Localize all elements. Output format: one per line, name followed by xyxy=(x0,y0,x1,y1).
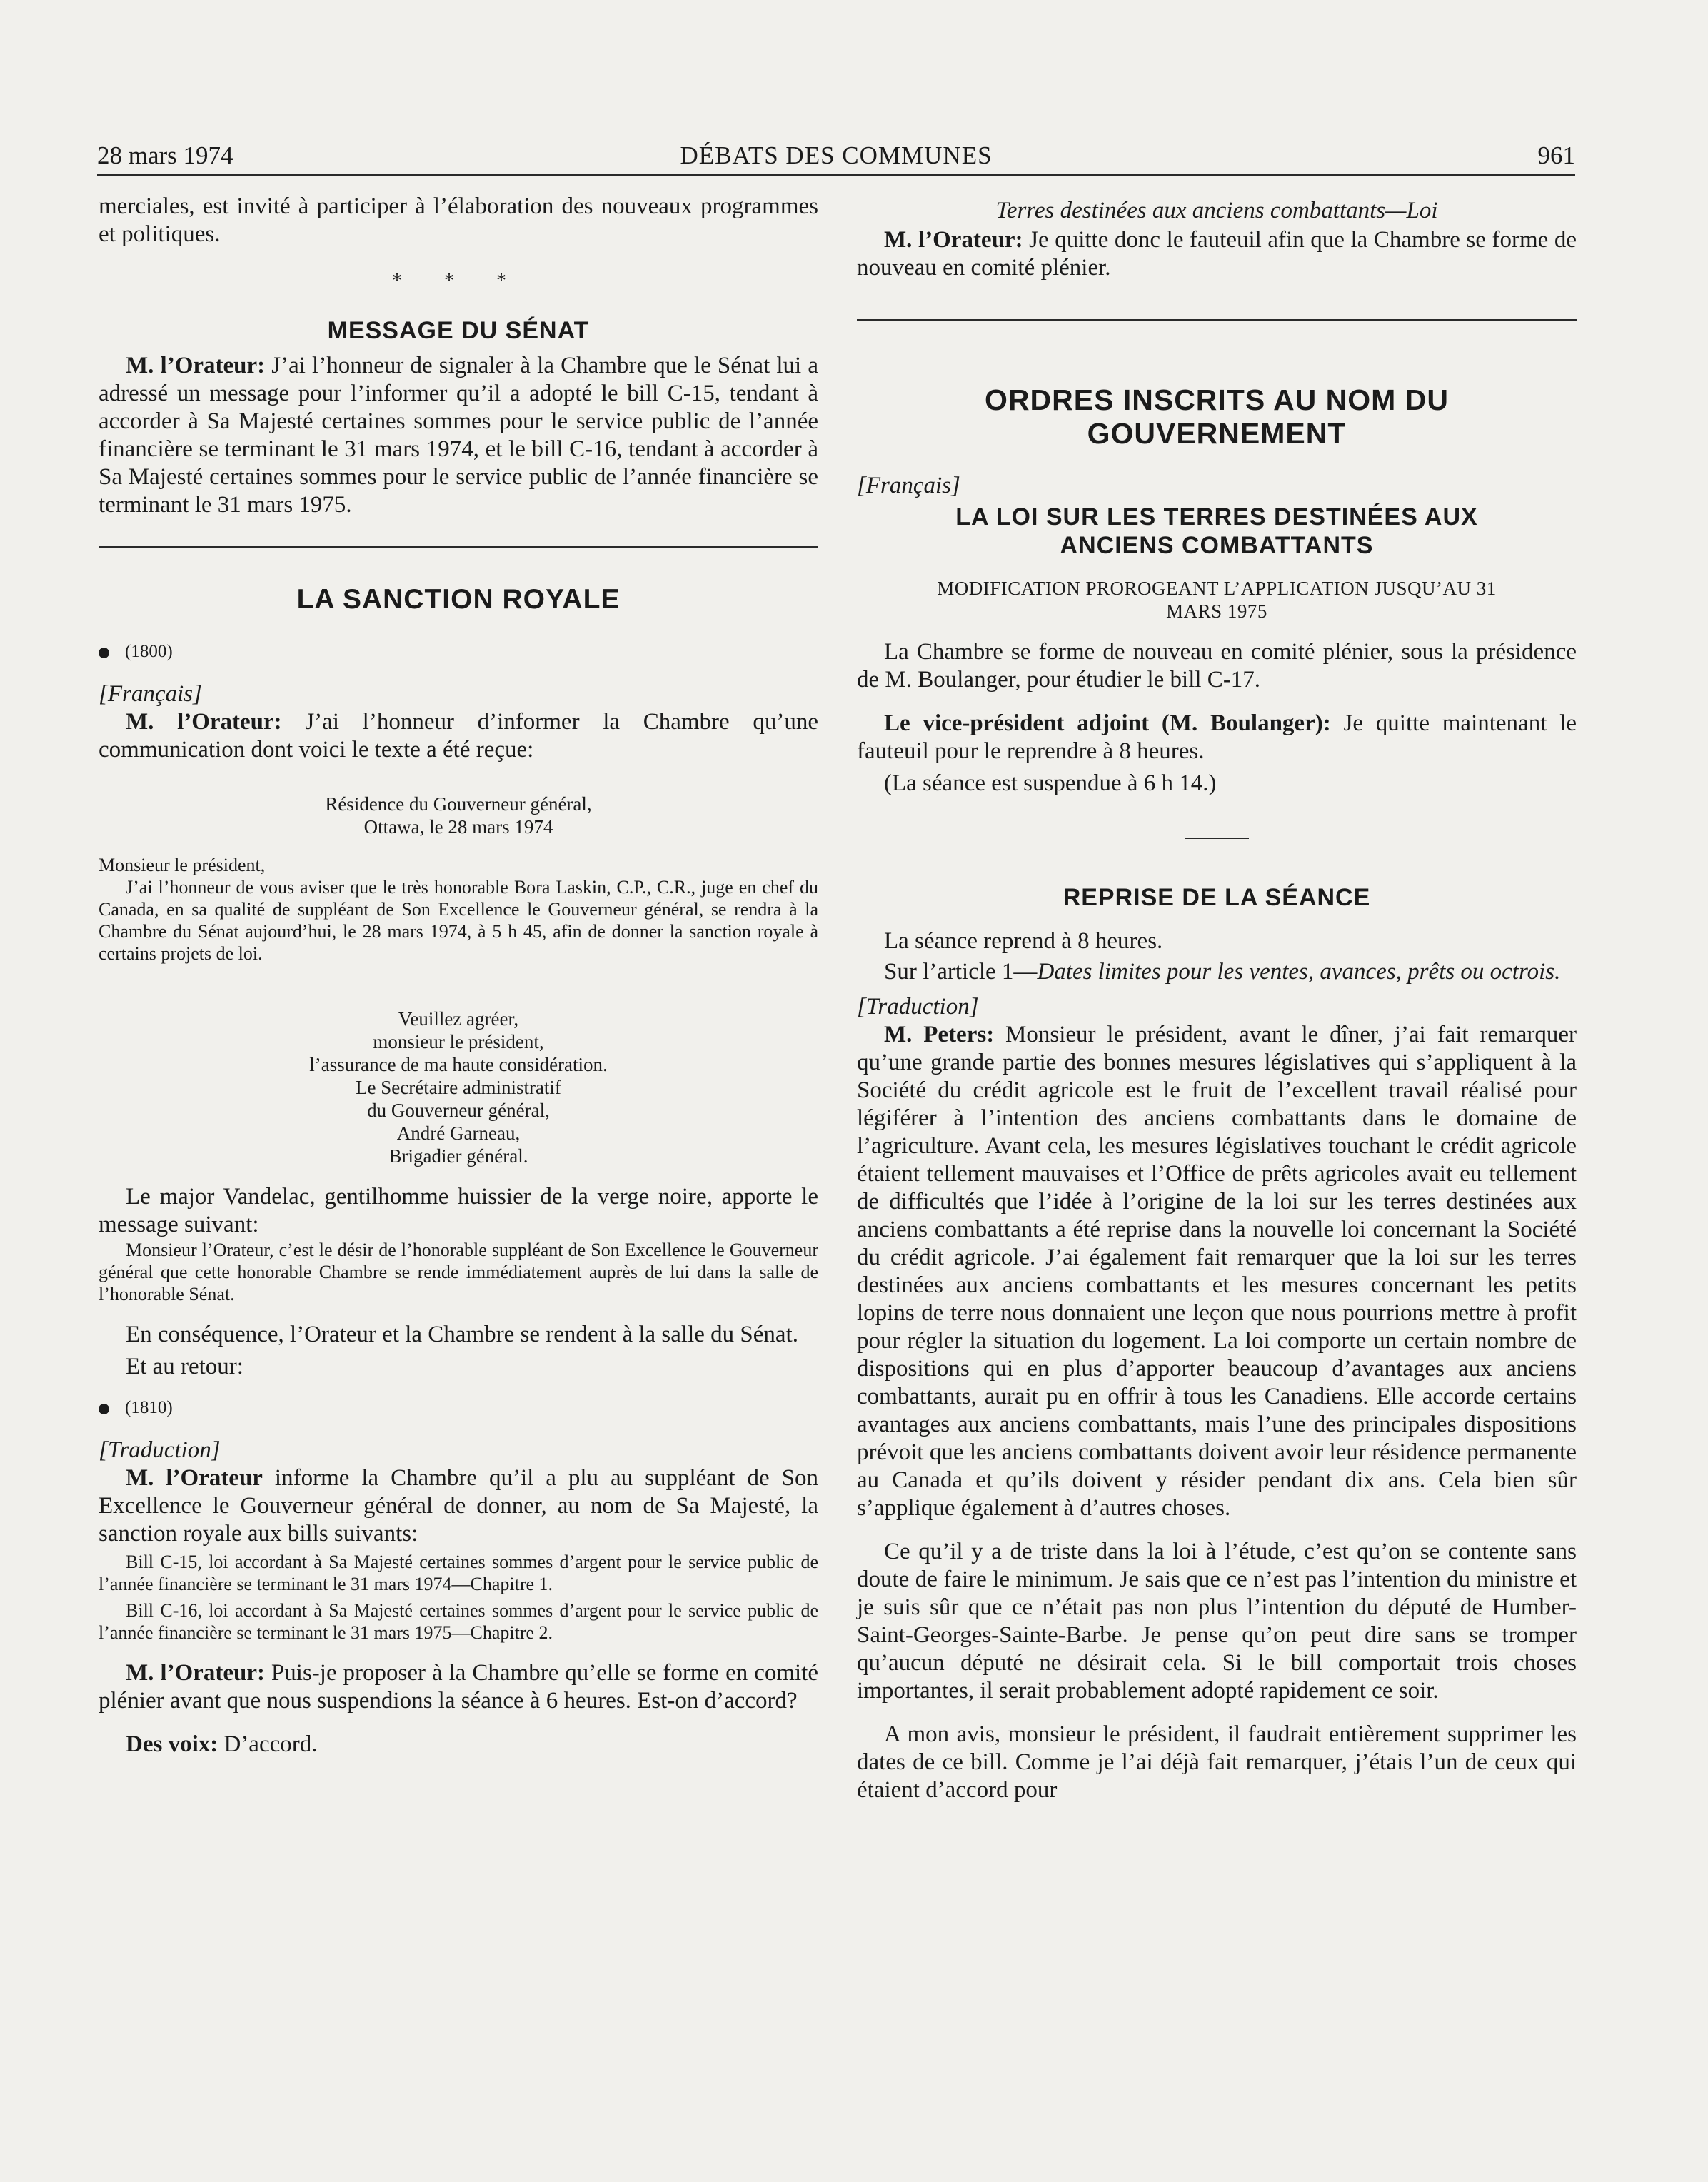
header-date: 28 mars 1974 xyxy=(97,141,233,169)
paragraph-triste: Ce qu’il y a de triste dans la loi à l’étude, c’est qu’on se contente sans doute de faire le minimum. Je sais que ce n’est pas l’intention du ministre et je suis sûr que ce n’était pas non plus l’intention du député de Humber-Saint-Georges-Sainte-Barbe. Je pense qu’on peut dire sans se tromper qu’aucun député ne désirait cela. Si le bill comportait trois choses importantes, il serait probablement adopté rapidement ce soir. xyxy=(857,1539,1577,1704)
paragraph-royal-assent xyxy=(99,1464,818,1548)
heading-ordres xyxy=(857,383,1577,451)
letter-body: J’ai l’honneur de vous aviser que le très honorable Bora Laskin, C.P., C.R., juge en chef du Canada, en sa qualité de suppléant de Son Excellence le Gouverneur général, se rendra à la Chambre du Sénat aujourd’hui, le 28 mars 1974, à 5 h 45, afin de donner la sanction royale à certains projets de loi. xyxy=(99,877,818,964)
closing-line: André Garneau, xyxy=(396,1122,521,1144)
bill-c15: Bill C-15, loi accordant à Sa Majesté certaines sommes d’argent pour le service public de l’année financière se terminant le 31 mars 1974—Chapitre 1. xyxy=(99,1552,818,1594)
speaker-label: M. l’Orateur: xyxy=(126,1660,265,1686)
heading-line: ANCIENS COMBATTANTS xyxy=(1060,532,1374,559)
short-divider xyxy=(1185,838,1249,839)
letter-closing xyxy=(99,1007,818,1167)
letter-address xyxy=(99,793,818,838)
closing-line: Brigadier général. xyxy=(388,1145,528,1167)
paragraph-text: D’accord. xyxy=(218,1731,318,1757)
paragraph-avis: A mon avis, monsieur le président, il faudrait entièrement supprimer les dates de ce bill. Comme je l’ai déjà fait remarquer, j’étais l’un de ceux qui étaient d’accord pour xyxy=(857,1721,1577,1803)
page-number: 961 xyxy=(1537,141,1575,169)
heading-line: LA LOI SUR LES TERRES DESTINÉES AUX xyxy=(955,503,1478,531)
running-subject: Terres destinées aux anciens combattants—Loi xyxy=(995,198,1438,223)
paragraph-peters xyxy=(857,1021,1577,1522)
letter-salutation: Monsieur le président, xyxy=(99,855,266,875)
heading-reprise: REPRISE DE LA SÉANCE xyxy=(1063,884,1371,911)
paragraph-voix xyxy=(99,1731,818,1759)
letter-place: Résidence du Gouverneur général, xyxy=(325,793,592,815)
letter-date: Ottawa, le 28 mars 1974 xyxy=(363,816,553,838)
closing-line: l’assurance de ma haute considération. xyxy=(309,1054,608,1075)
paragraph-consequence: En conséquence, l’Orateur et la Chambre se rendent à la salle du Sénat. xyxy=(126,1322,798,1347)
language-note-francais: [Français] xyxy=(99,681,202,707)
bill-c16: Bill C-16, loi accordant à Sa Majesté certaines sommes d’argent pour le service public de l’année financière se terminant le 31 mars 1975—Chapitre 2. xyxy=(99,1600,818,1643)
paragraph-text: J’ai l’honneur de signaler à la Chambre que le Sénat lui a adressé un message pour l’informer qu’il a adopté le bill C-15, tendant à accorder à Sa Majesté certaines sommes pour le service public de l’année financière se terminant le 31 mars 1974, et le bill C-16, tendant à accorder à Sa Majesté certaines sommes pour le service public de l’année financière se terminant le 31 mars 1975. xyxy=(99,353,818,518)
paragraph-article xyxy=(857,958,1577,986)
time-marker xyxy=(99,1397,818,1419)
paragraph-propose xyxy=(99,1659,818,1715)
running-header xyxy=(97,140,1575,176)
paragraph-text: Puis-je proposer à la Chambre qu’elle se forme en comité plénier avant que nous suspendions la séance à 6 heures. Est-on d’accord? xyxy=(99,1660,818,1714)
paragraph-text: Je quitte donc le fauteuil afin que la Chambre se forme de nouveau en comité plénier. xyxy=(857,227,1577,281)
paragraph-retour: Et au retour: xyxy=(126,1354,243,1379)
time-marker-text: (1800) xyxy=(125,642,173,661)
heading-message-du-senat: MESSAGE DU SÉNAT xyxy=(327,317,590,344)
header-title: DÉBATS DES COMMUNES xyxy=(680,141,993,169)
time-marker xyxy=(99,640,818,663)
speaker-label: M. l’Orateur: xyxy=(884,227,1023,253)
language-note-traduction: [Traduction] xyxy=(99,1437,221,1463)
paragraph-continued: merciales, est invité à participer à l’élaboration des nouveaux programmes et politiques. xyxy=(99,193,818,247)
heading-sanction-royale: LA SANCTION ROYALE xyxy=(296,584,621,615)
closing-line: Veuillez agréer, xyxy=(398,1008,519,1030)
language-note-traduction: [Traduction] xyxy=(857,994,979,1020)
heading-loi-terres xyxy=(857,503,1577,560)
paragraph-text: Je quitte maintenant le fauteuil pour le reprendre à 8 heures. xyxy=(857,710,1577,764)
paragraph-comite: La Chambre se forme de nouveau en comité plénier, sous la présidence de M. Boulanger, pour étudier le bill C-17. xyxy=(857,639,1577,693)
paragraph-text: J’ai l’honneur d’informer la Chambre qu’une communication dont voici le texte a été reçue: xyxy=(99,709,818,763)
language-note-francais: [Français] xyxy=(857,473,960,498)
speaker-label: Le vice-président adjoint (M. Boulanger): xyxy=(884,710,1331,736)
paragraph-vandelac: Le major Vandelac, gentilhomme huissier de la verge noire, apporte le message suivant: xyxy=(99,1184,818,1237)
paragraph-vice-president xyxy=(857,710,1577,765)
bullet-icon xyxy=(99,648,109,658)
section-divider xyxy=(99,546,818,548)
paragraph-senate-message xyxy=(99,352,818,519)
subheading-line: MODIFICATION PROROGEANT L’APPLICATION JUSQU’AU 31 xyxy=(937,578,1497,599)
speaker-label: M. Peters: xyxy=(884,1022,995,1047)
speaker-label: M. l’Orateur xyxy=(126,1465,263,1491)
paragraph-reprend: La séance reprend à 8 heures. xyxy=(884,928,1163,954)
speaker-label: M. l’Orateur: xyxy=(126,353,266,378)
speaker-label: Des voix: xyxy=(126,1731,218,1757)
heading-line: ORDRES INSCRITS AU NOM DU xyxy=(985,383,1449,416)
quoted-message: Monsieur l’Orateur, c’est le désir de l’honorable suppléant de Son Excellence le Gouverneur général que cette honorable Chambre se rende immédiatement auprès de lui dans la salle de l’honorable Sénat. xyxy=(99,1240,818,1304)
paragraph-text: informe la Chambre qu’il a plu au suppléant de Son Excellence le Gouverneur général de donner, au nom de Sa Majesté, la sanction royale aux bills suivants: xyxy=(99,1465,818,1547)
closing-line: du Gouverneur général, xyxy=(367,1100,550,1121)
paragraph-suspendue: (La séance est suspendue à 6 h 14.) xyxy=(884,770,1217,796)
closing-line: Le Secrétaire administratif xyxy=(356,1077,561,1098)
paragraph-communication xyxy=(99,708,818,764)
article-lead: Sur l’article 1— xyxy=(884,959,1038,985)
closing-line: monsieur le président, xyxy=(373,1031,544,1052)
section-stars: * * * xyxy=(392,270,525,292)
bullet-icon xyxy=(99,1404,109,1414)
left-column xyxy=(99,193,818,1759)
article-title: Dates limites pour les ventes, avances, prêts ou octrois. xyxy=(1037,959,1561,985)
subheading-line: MARS 1975 xyxy=(1166,600,1267,622)
paragraph-text: Monsieur le président, avant le dîner, j’ai fait remarquer qu’une grande partie des bonnes mesures législatives qui s’appliquent à la Société du crédit agricole est le fruit de l’excellent travail réalisé pour légiférer à l’intention des anciens combattants dans le domaine de l’agriculture. Avant cela, les mesures législatives touchant le crédit agricole étaient tellement mauvaises et l’Office de prêts agricoles avait eu tellement de difficultés que l’idée à l’origine de la loi sur les terres destinées aux anciens combattants a été reprise dans la nouvelle loi concernant la Société du crédit agricole. J’ai également fait remarquer que la loi sur les terres destinées aux anciens combattants et les mesures concernant les petits lopins de terre nous donnaient une leçon que nous pourrions mettre à profit pour régler la situation du logement. La loi comporte un certain nombre de dispositions qui en plus d’apporter beaucoup d’avantages aux anciens combattants, aurait pu en offrir à tous les Canadiens. Elle accorde certains avantages aux anciens combattants, mais l’une des principales dispositions prévoit que les anciens combattants doivent avoir leur résidence permanente au Canada et qu’ils doivent y résider pendant dix ans. Cela bien sûr s’applique également à d’autres choses. xyxy=(857,1022,1577,1521)
section-divider xyxy=(857,319,1577,321)
heading-line: GOUVERNEMENT xyxy=(1087,417,1347,450)
time-marker-text: (1810) xyxy=(125,1398,173,1417)
speaker-label: M. l’Orateur: xyxy=(126,709,282,735)
heading-modification xyxy=(857,577,1577,623)
right-column xyxy=(857,197,1577,1804)
paragraph-quitte xyxy=(857,226,1577,282)
